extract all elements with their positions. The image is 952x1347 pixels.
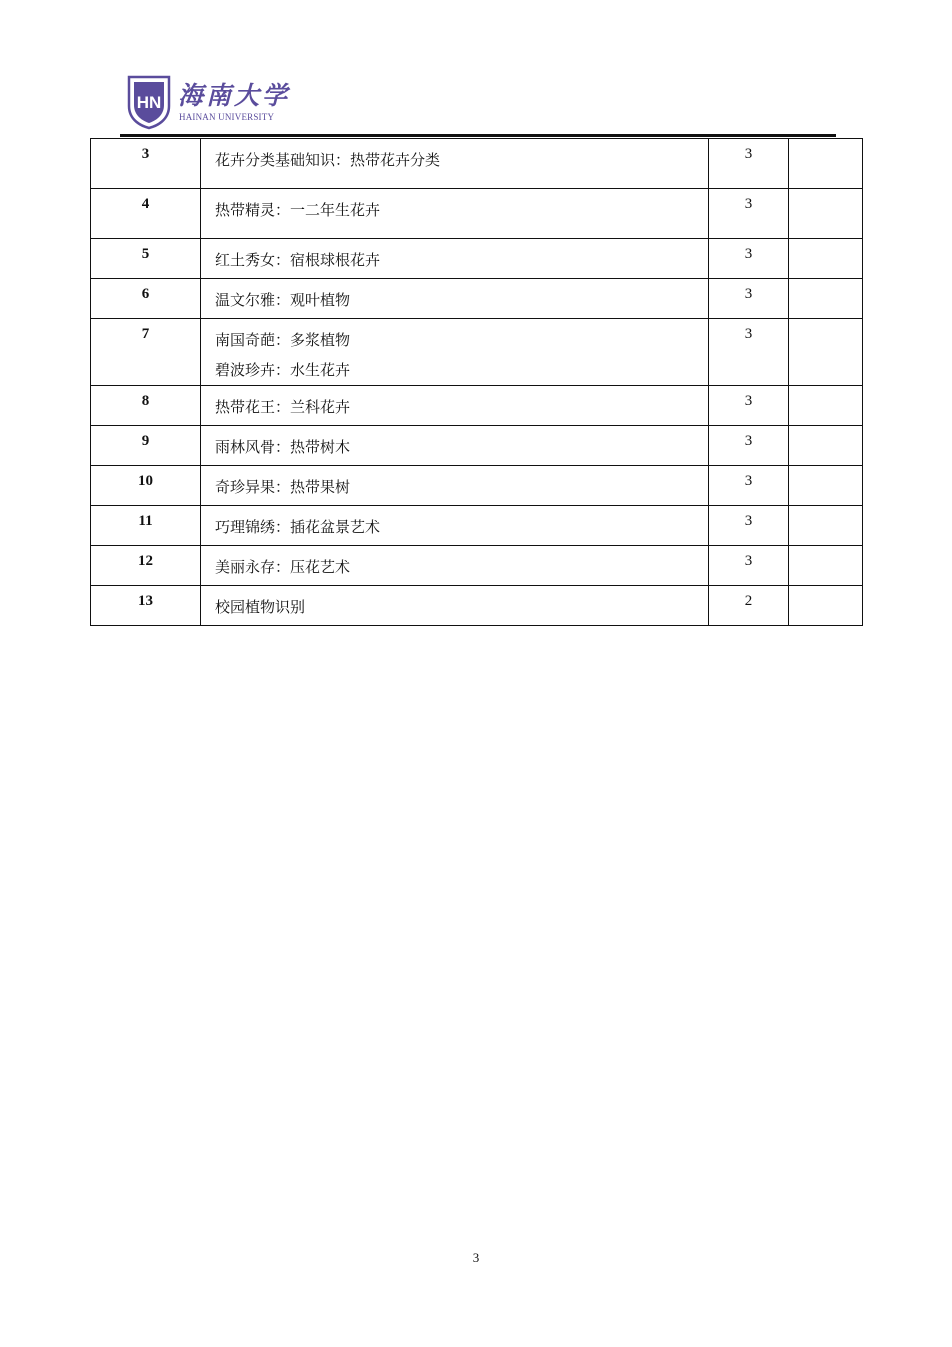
hours-cell: 3: [709, 506, 789, 546]
session-number-cell: 5: [91, 239, 201, 279]
course-schedule-table: [90, 138, 863, 626]
topic-text: 南国奇葩：多浆植物: [215, 331, 351, 349]
hours-cell: 3: [709, 189, 789, 239]
topic-cell: [201, 466, 709, 506]
remarks-cell: [789, 279, 863, 319]
university-seal-icon: [126, 74, 172, 130]
hours-cell: 3: [709, 386, 789, 426]
hours-cell: 2: [709, 586, 789, 626]
remarks-cell: [789, 189, 863, 239]
session-number-cell: 8: [91, 386, 201, 426]
session-number-cell: 13: [91, 586, 201, 626]
table-row: [91, 386, 863, 426]
table-row: [91, 586, 863, 626]
table-row: [91, 279, 863, 319]
hours-cell: 3: [709, 239, 789, 279]
topic-cell: [201, 586, 709, 626]
topic-cell: [201, 239, 709, 279]
topic-text: 美丽永存：压花艺术: [215, 558, 351, 576]
topic-text: 校园植物识别: [215, 598, 306, 616]
session-number-cell: 7: [91, 319, 201, 386]
table-row: [91, 319, 863, 386]
university-name-cn: 海南大学: [178, 81, 291, 110]
hours-cell: 3: [709, 426, 789, 466]
topic-cell: [201, 506, 709, 546]
table-row: [91, 139, 863, 189]
table-row: [91, 506, 863, 546]
table-row: [91, 189, 863, 239]
hours-cell: 3: [709, 279, 789, 319]
topic-text: 碧波珍卉：水生花卉: [215, 361, 351, 379]
remarks-cell: [789, 319, 863, 386]
table-row: [91, 239, 863, 279]
topic-text: 红土秀女：宿根球根花卉: [215, 251, 381, 269]
remarks-cell: [789, 386, 863, 426]
table-row: [91, 426, 863, 466]
topic-text: 热带花王：兰科花卉: [215, 398, 351, 416]
remarks-cell: [789, 239, 863, 279]
topic-text: 奇珍异果：热带果树: [215, 478, 351, 496]
topic-cell: [201, 426, 709, 466]
session-number-cell: 12: [91, 546, 201, 586]
topic-cell: [201, 139, 709, 189]
session-number-cell: 10: [91, 466, 201, 506]
session-number-cell: 11: [91, 506, 201, 546]
table-row: [91, 546, 863, 586]
hours-cell: 3: [709, 139, 789, 189]
topic-text: 巧理锦绣：插花盆景艺术: [215, 518, 381, 536]
topic-text: 温文尔雅：观叶植物: [215, 291, 351, 309]
table-row: [91, 466, 863, 506]
remarks-cell: [789, 586, 863, 626]
header-divider: [120, 134, 836, 137]
topic-cell: [201, 546, 709, 586]
topic-cell: [201, 386, 709, 426]
remarks-cell: [789, 466, 863, 506]
university-name-en: HAINAN UNIVERSITY: [179, 112, 275, 122]
session-number-cell: 3: [91, 139, 201, 189]
topic-cell: [201, 319, 709, 386]
remarks-cell: [789, 426, 863, 466]
hours-cell: 3: [709, 466, 789, 506]
topic-text: 花卉分类基础知识：热带花卉分类: [215, 151, 441, 169]
page-header: [120, 72, 836, 138]
hours-cell: 3: [709, 319, 789, 386]
table-body: [91, 139, 863, 626]
topic-cell: [201, 189, 709, 239]
seal-mark: HN: [136, 93, 162, 112]
session-number-cell: 4: [91, 189, 201, 239]
hours-cell: 3: [709, 546, 789, 586]
remarks-cell: [789, 546, 863, 586]
topic-cell: [201, 279, 709, 319]
remarks-cell: [789, 139, 863, 189]
session-number-cell: 6: [91, 279, 201, 319]
remarks-cell: [789, 506, 863, 546]
topic-text: 雨林风骨：热带树木: [215, 438, 351, 456]
session-number-cell: 9: [91, 426, 201, 466]
page-number: 3: [472, 1250, 480, 1265]
topic-text: 热带精灵：一二年生花卉: [215, 201, 381, 219]
